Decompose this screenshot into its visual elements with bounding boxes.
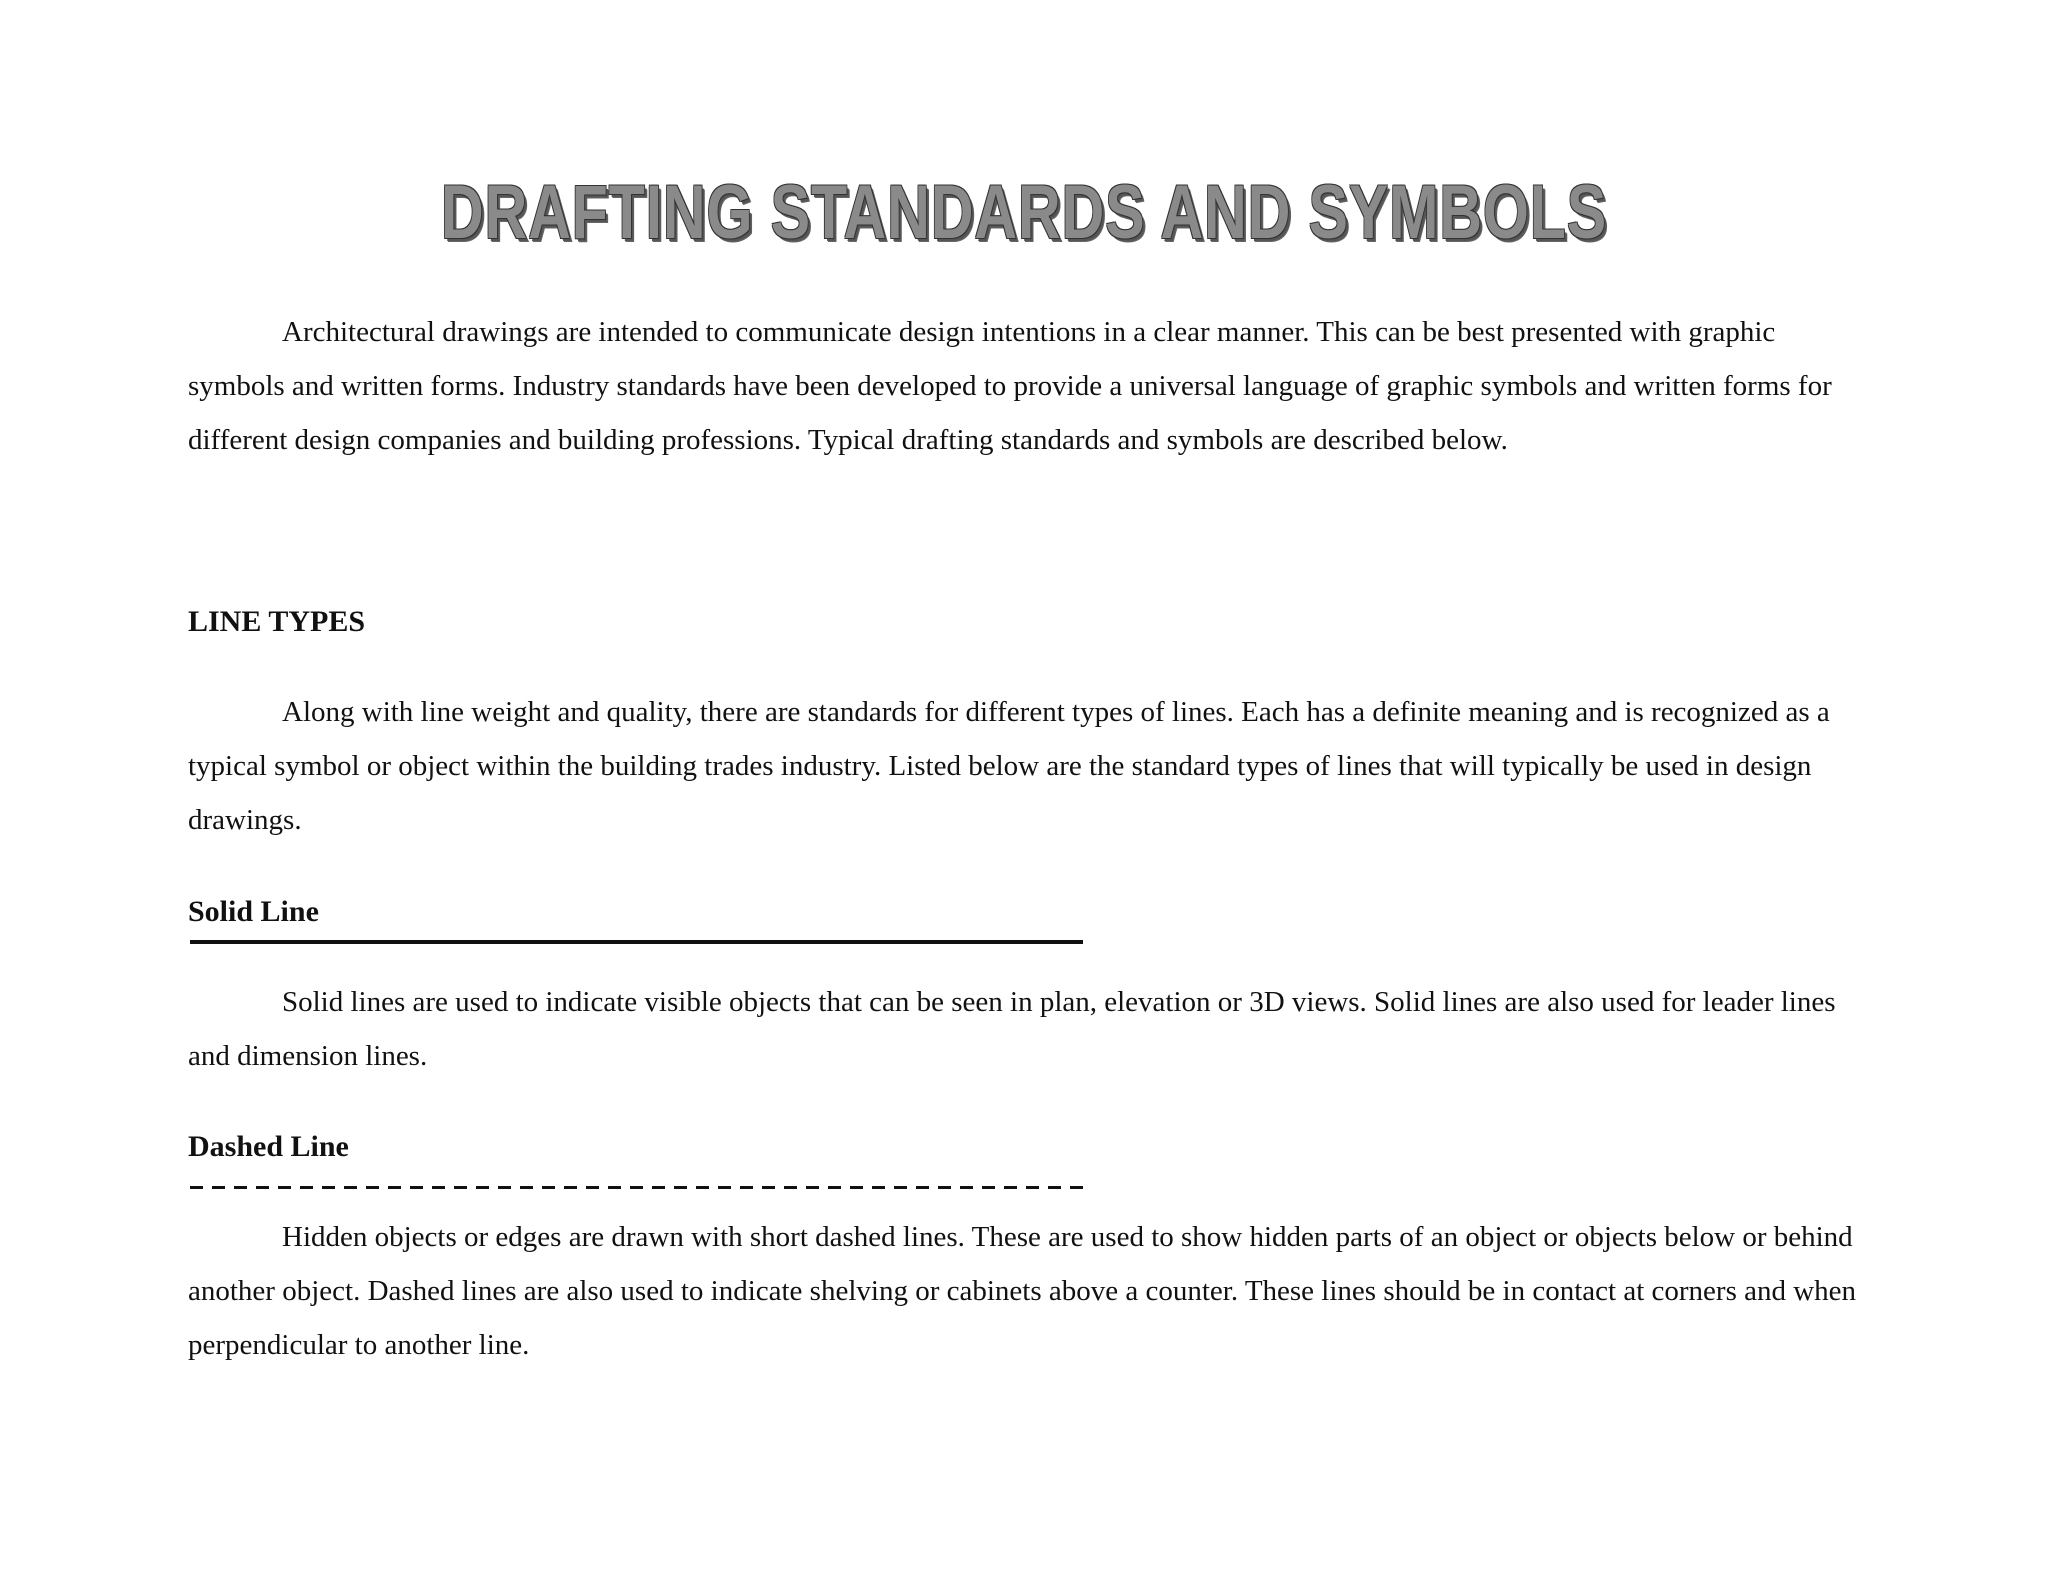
dashed-line-paragraph: Hidden objects or edges are drawn with short dashed lines. These are used to show hidden parts of an object or objects below or behind another object. Dashed lines are also used to indicate shelving or cabinets above a counter. These lines should be in contact at corners and when perpendicular to another line.	[188, 1221, 1857, 1361]
page-title: DRAFTING STANDARDS AND SYMBOLS	[440, 170, 1608, 255]
dashed-line-sample	[190, 1186, 1083, 1189]
line-types-heading: LINE TYPES	[188, 605, 366, 638]
line-types-paragraph: Along with line weight and quality, there are standards for different types of lines. Each has a definite meaning and is recognized as a typical symbol or object within the building trades industry. Listed below are the standard types of lines that will typically be used in design drawings.	[188, 696, 1830, 836]
dashed-line-heading: Dashed Line	[188, 1130, 349, 1163]
solid-line-heading: Solid Line	[188, 895, 319, 928]
solid-line-sample	[190, 940, 1083, 944]
intro-paragraph: Architectural drawings are intended to communicate design intentions in a clear manner. This can be best presented with graphic symbols and written forms. Industry standards have been developed to provide a universal language of graphic symbols and written forms for different design companies and building professions. Typical drafting standards and symbols are described below.	[188, 316, 1832, 456]
solid-line-paragraph: Solid lines are used to indicate visible objects that can be seen in plan, elevation or 3D views. Solid lines are also used for leader lines and dimension lines.	[188, 986, 1836, 1072]
